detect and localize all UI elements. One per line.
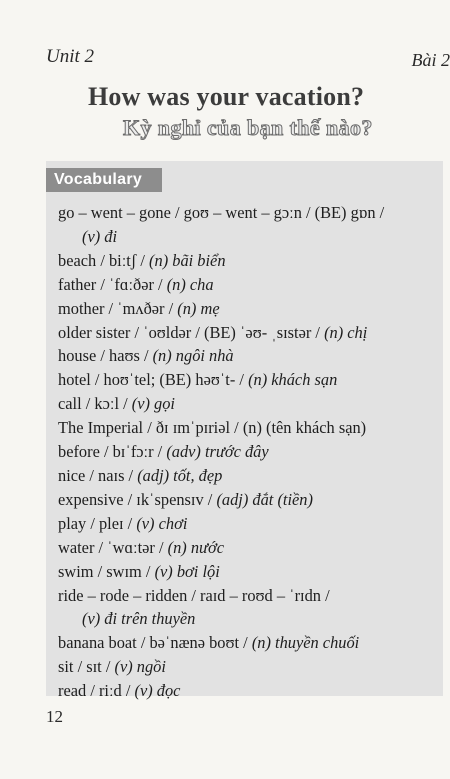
vocab-entry bbox=[58, 488, 438, 512]
vocab-translation: (n) thuyền chuối bbox=[251, 633, 360, 653]
vocab-pronunciation: / goʊ – went – gɔːn / (BE) gɒn / bbox=[170, 203, 385, 222]
vocab-word: The Imperial bbox=[58, 418, 144, 438]
vocab-entry bbox=[58, 655, 438, 679]
vocab-word: swim bbox=[58, 561, 94, 581]
vocab-pronunciation: / ɪkˈspensɪv / bbox=[123, 489, 217, 509]
vocab-entry bbox=[58, 344, 438, 368]
vocab-entry bbox=[58, 201, 438, 249]
vocab-pronunciation: / raɪd – roʊd – ˈrɪdn / bbox=[187, 585, 330, 605]
vocab-translation: (n) cha bbox=[166, 274, 214, 294]
vocab-entry bbox=[58, 249, 438, 273]
vocabulary-label: Vocabulary bbox=[46, 168, 162, 192]
vocab-entry bbox=[58, 584, 438, 632]
vocab-translation: (adv) trước đây bbox=[166, 442, 269, 462]
vocab-entry bbox=[58, 440, 438, 464]
vocab-pronunciation: / pleɪ / bbox=[86, 513, 137, 533]
vocab-translation: (v) ngồi bbox=[114, 657, 166, 677]
bai-header: Bài 2 bbox=[411, 50, 450, 70]
vocab-translation: (n) (tên khách sạn) bbox=[242, 418, 367, 438]
vocab-pronunciation: / kɔːl / bbox=[81, 394, 132, 414]
vocab-pronunciation: / ˈoʊldər / (BE) ˈəʊ- ˌsɪstər / bbox=[130, 322, 325, 342]
vocab-entry bbox=[58, 392, 438, 416]
vocab-pronunciation: / bəˈnænə boʊt / bbox=[136, 633, 252, 653]
vocab-word: sit bbox=[58, 657, 74, 677]
vocab-translation: (v) bơi lội bbox=[154, 561, 220, 581]
vocab-pronunciation: / ˈfɑːðər / bbox=[96, 274, 167, 294]
vocab-pronunciation: / hoʊˈtel; (BE) həʊˈt- / bbox=[90, 370, 249, 390]
vocab-word: beach bbox=[58, 250, 97, 270]
unit-header: Unit 2 bbox=[46, 46, 95, 67]
vocab-translation: (n) bãi biển bbox=[149, 250, 226, 270]
vocab-translation: (n) ngôi nhà bbox=[152, 346, 234, 366]
vocab-entry bbox=[58, 560, 438, 584]
vocab-entry bbox=[58, 679, 438, 703]
vocab-word: water bbox=[58, 537, 95, 557]
vocab-translation: (v) gọi bbox=[131, 394, 175, 414]
vocab-translation: (n) nước bbox=[167, 537, 224, 557]
vocab-entry bbox=[58, 273, 438, 297]
vocab-word: read bbox=[58, 681, 87, 701]
vocab-translation: (n) khách sạn bbox=[248, 370, 338, 390]
vocab-translation: (v) đi bbox=[82, 226, 118, 246]
vocab-translation: (adj) tốt, đẹp bbox=[137, 465, 223, 485]
vocab-pronunciation: / ˈwɑːtər / bbox=[94, 537, 168, 557]
page-title: How was your vacation? bbox=[88, 82, 365, 111]
vocab-pronunciation: / swɪm / bbox=[93, 561, 155, 581]
vocab-word: older sister bbox=[58, 322, 131, 342]
vocab-pronunciation: / bɪˈfɔːr / bbox=[99, 442, 167, 462]
page-number: 12 bbox=[46, 707, 63, 726]
vocab-pronunciation: / riːd / bbox=[86, 681, 135, 701]
vocab-translation: (v) đọc bbox=[134, 681, 181, 701]
vocab-translation: (adj) đắt (tiền) bbox=[216, 489, 313, 509]
vocab-entry bbox=[58, 536, 438, 560]
vocab-pronunciation: / haʊs / bbox=[96, 346, 153, 366]
vocab-pronunciation: / sɪt / bbox=[73, 657, 115, 677]
vocab-word: mother bbox=[58, 298, 105, 318]
vocab-entry bbox=[58, 464, 438, 488]
vocab-pronunciation: / ðɪ ɪmˈpɪriəl / bbox=[143, 418, 243, 438]
vocab-word: hotel bbox=[58, 370, 91, 390]
vocab-word: father bbox=[58, 274, 97, 294]
vocab-word: banana boat bbox=[58, 633, 137, 653]
vocab-word: expensive bbox=[58, 489, 124, 509]
vocab-word: play bbox=[58, 513, 87, 533]
vocab-word: ride – rode – ridden bbox=[58, 585, 188, 605]
vocab-pronunciation: / biːtʃ / bbox=[96, 250, 150, 270]
page-subtitle: Kỳ nghỉ của bạn thế nào? bbox=[123, 115, 373, 140]
vocab-translation: (v) đi trên thuyền bbox=[82, 609, 196, 629]
vocab-entry bbox=[58, 321, 438, 345]
vocabulary-list bbox=[58, 201, 438, 703]
vocab-entry bbox=[58, 416, 438, 440]
vocab-translation: (v) chơi bbox=[136, 513, 188, 533]
vocab-word: before bbox=[58, 442, 100, 462]
vocab-translation: (n) mẹ bbox=[177, 298, 220, 318]
vocab-entry bbox=[58, 512, 438, 536]
vocab-pronunciation: / ˈmʌðər / bbox=[104, 298, 178, 318]
vocab-word: go – went – gone bbox=[58, 203, 171, 222]
vocab-entry bbox=[58, 631, 438, 655]
vocab-translation: (n) chị bbox=[324, 322, 368, 342]
vocab-word: nice bbox=[58, 465, 86, 485]
vocab-entry bbox=[58, 297, 438, 321]
vocab-pronunciation: / naɪs / bbox=[85, 465, 138, 485]
vocab-word: call bbox=[58, 394, 82, 414]
vocab-word: house bbox=[58, 346, 97, 366]
vocab-entry bbox=[58, 368, 438, 392]
